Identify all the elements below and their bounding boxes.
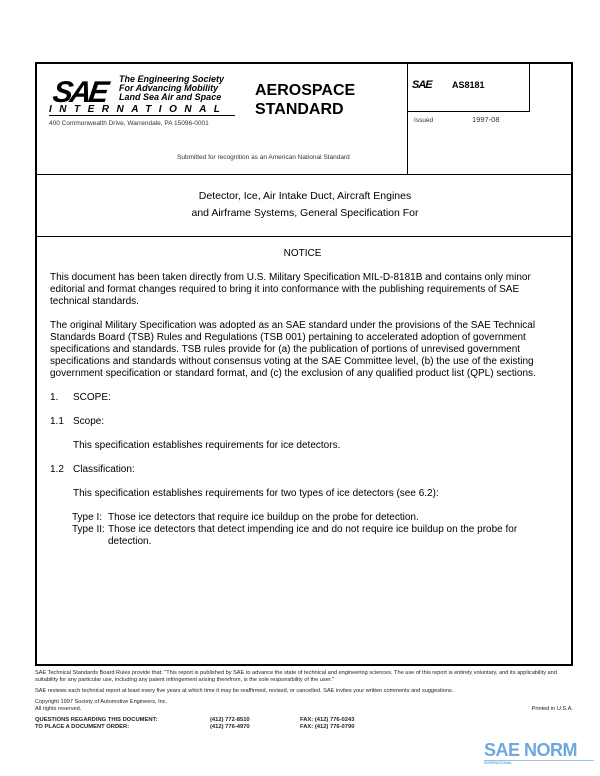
paragraph: This specification establishes requirements for ice detectors. bbox=[73, 440, 341, 451]
footer-rules: SAE Technical Standards Board Rules provide that: "This report is published by SAE to advance the state of technical and engineering sciences. The use of this report is entirely voluntary, and its applicability and suitability for any particular use, including any patent infringement arising therefrom, is the sole responsibility of the user." bbox=[35, 670, 557, 683]
doc-number-box bbox=[407, 64, 530, 112]
footer-review: SAE reviews each technical report at least every five years at which time it may be reaffirmed, revised, or cancelled. SAE invites your written comments and suggestions. bbox=[35, 688, 454, 694]
issued-date: 1997-08 bbox=[472, 115, 500, 124]
sae-logo: SAE bbox=[50, 76, 109, 109]
address: 400 Commonwealth Drive, Warrendale, PA 15096-0001 bbox=[49, 120, 209, 127]
document-type-title: AEROSPACE STANDARD bbox=[255, 82, 356, 118]
copyright: Copyright 1997 Society of Automotive Engineers, Inc. bbox=[35, 699, 168, 705]
document-subject: Detector, Ice, Air Intake Duct, Aircraft Engines and Airframe Systems, General Specification For bbox=[191, 190, 419, 219]
international-label: INTERNATIONAL bbox=[49, 104, 235, 116]
paragraph: This document has been taken directly from U.S. Military Specification MIL-D-8181B and contains only minor editorial and format changes required to bring it into conformance with the publishing requirements of SAE technical standards. bbox=[50, 272, 531, 307]
submitted-note: Submitted for recognition as an American National Standard bbox=[177, 154, 350, 161]
paragraph: The original Military Specification was adopted as an SAE standard under the provisions of the SAE Technical Standards Board (TSB) Rules and Regulations (TSB 001) pertaining to accelerated adoption of government specifications and standards. TSB rules provide for (a) the publication of portions of unrevised government specifications and standards without consensus voting at the SAE Committee level, (b) the use of the existing government specification or standard format, and (c) the exclusion of any qualified product list (QPL) sections. bbox=[50, 320, 536, 379]
rights: All rights reserved. bbox=[35, 706, 82, 712]
printed: Printed in U.S.A. bbox=[531, 706, 573, 712]
header-right bbox=[407, 64, 573, 175]
footer bbox=[35, 670, 573, 731]
document-body bbox=[50, 248, 555, 548]
standard-frame bbox=[35, 62, 573, 666]
paragraph: This specification establishes requirements for two types of ice detectors (see 6.2): bbox=[73, 488, 439, 499]
section-heading: 1.1 Scope: bbox=[50, 416, 105, 427]
contact-row: QUESTIONS REGARDING THIS DOCUMENT: (412) 772-8510 FAX: (412) 776-0243 bbox=[35, 717, 355, 723]
notice-title: NOTICE bbox=[283, 248, 322, 259]
contact-row: TO PLACE A DOCUMENT ORDER: (412) 776-4970 FAX: (412) 776-0790 bbox=[35, 724, 355, 730]
logo-tagline: The Engineering Society For Advancing Mobility Land Sea Air and Space bbox=[119, 74, 225, 102]
header-left bbox=[37, 64, 408, 175]
sae-norm-watermark: SAE NORM INTERNATIONAL bbox=[484, 740, 577, 761]
section-heading: 1. SCOPE: bbox=[50, 392, 111, 403]
type-item: Type II: Those ice detectors that detect impending ice and do not require ice buildup on the probe for detection. bbox=[72, 524, 518, 547]
section-heading: 1.2 Classification: bbox=[50, 464, 135, 475]
sae-small-logo: SAE bbox=[412, 79, 432, 91]
doc-number: AS8181 bbox=[452, 80, 485, 90]
type-item: Type I: Those ice detectors that require ice buildup on the probe for detection. bbox=[72, 512, 419, 523]
issued-label: Issued bbox=[414, 117, 434, 124]
divider bbox=[37, 236, 573, 237]
